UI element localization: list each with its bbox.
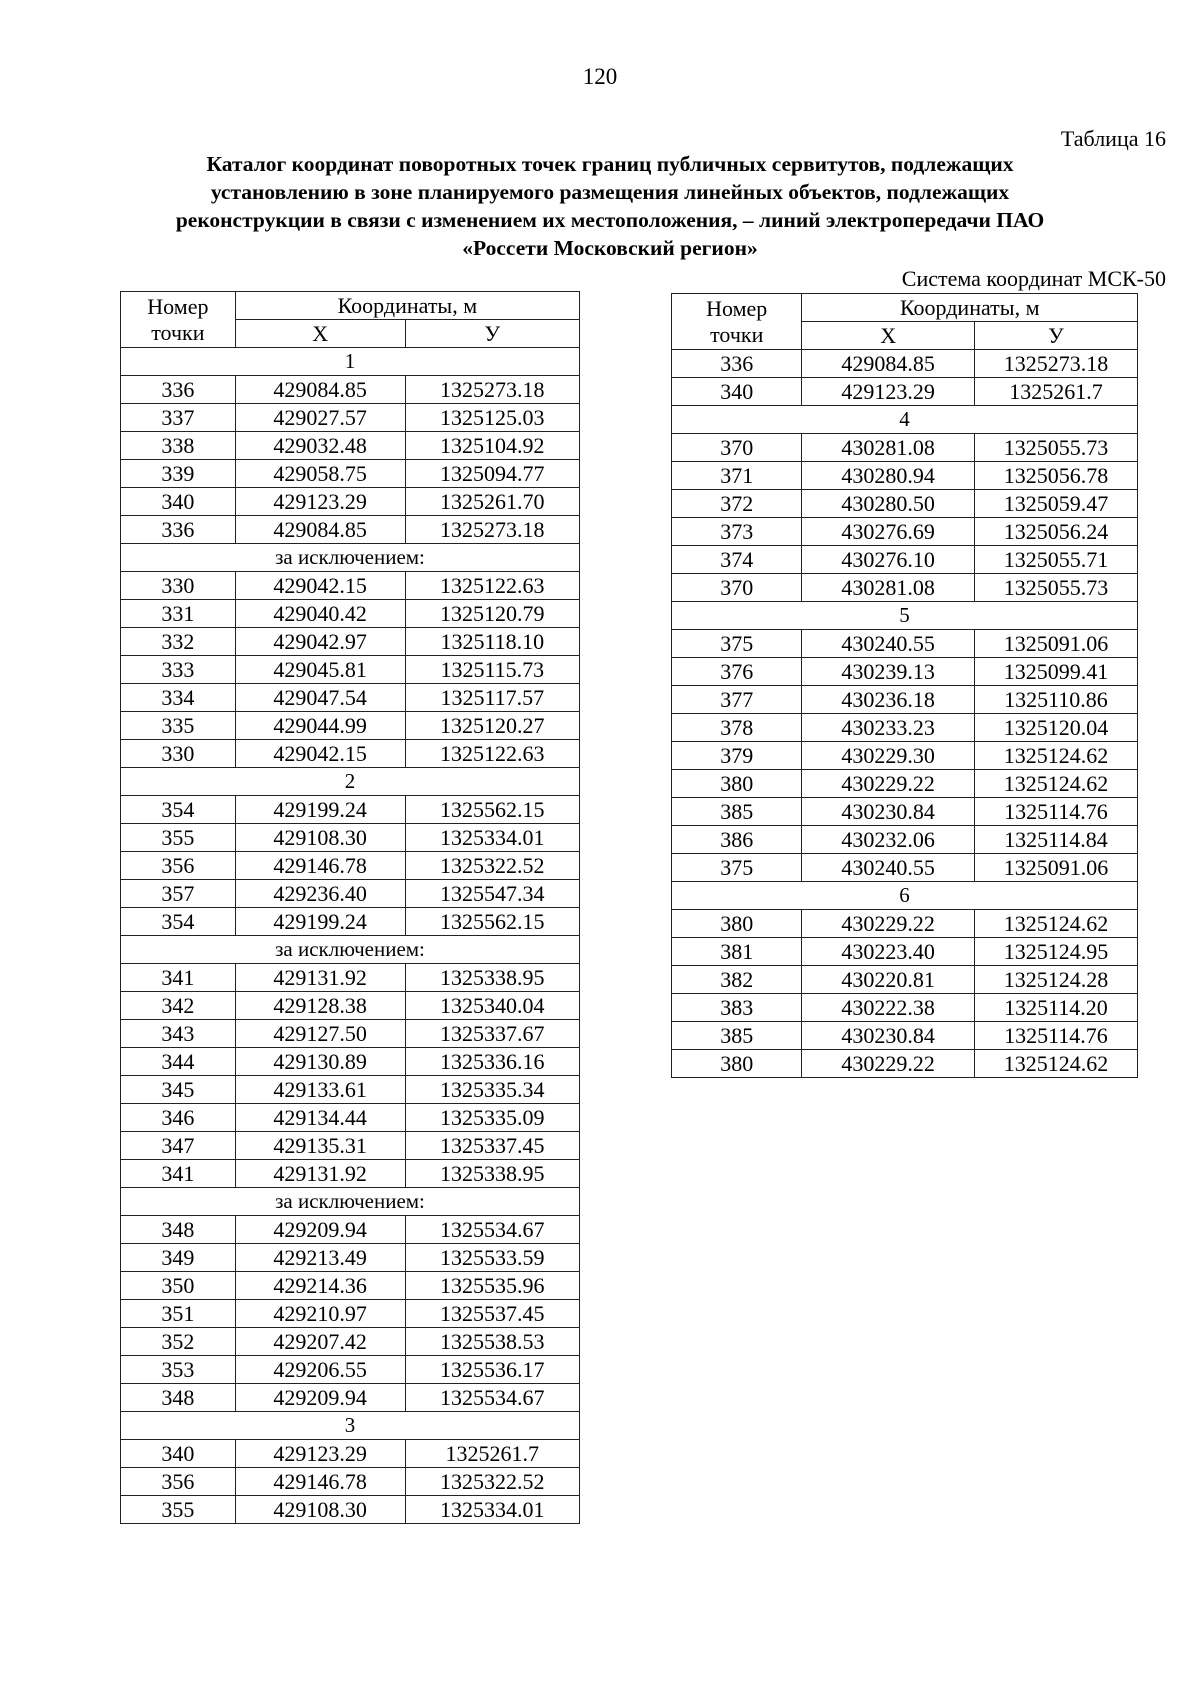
point-number-cell: 330 [121, 740, 236, 768]
x-coordinate-cell: 430230.84 [802, 1022, 974, 1050]
table-row [672, 378, 1138, 406]
x-coordinate-cell: 429123.29 [235, 488, 405, 516]
y-coordinate-cell: 1325338.95 [405, 1160, 579, 1188]
x-header: X [802, 322, 974, 350]
x-coordinate-cell: 429045.81 [235, 656, 405, 684]
table-row [121, 572, 580, 600]
y-coordinate-cell: 1325059.47 [974, 490, 1137, 518]
table-row [121, 740, 580, 768]
coordinates-header: Координаты, м [802, 294, 1138, 322]
table-row [121, 460, 580, 488]
y-coordinate-cell: 1325120.04 [974, 714, 1137, 742]
table-row [121, 880, 580, 908]
table-row [121, 992, 580, 1020]
y-coordinate-cell: 1325124.62 [974, 1050, 1137, 1078]
table-row [672, 966, 1138, 994]
y-coordinate-cell: 1325261.70 [405, 488, 579, 516]
x-coordinate-cell: 429199.24 [235, 796, 405, 824]
table-row [121, 628, 580, 656]
x-coordinate-cell: 429108.30 [235, 824, 405, 852]
point-number-cell: 375 [672, 854, 802, 882]
point-number-cell: 330 [121, 572, 236, 600]
y-coordinate-cell: 1325261.7 [405, 1440, 579, 1468]
x-coordinate-cell: 430240.55 [802, 854, 974, 882]
y-coordinate-cell: 1325261.7 [974, 378, 1137, 406]
point-number-header-line2: точки [710, 321, 764, 347]
section-row [121, 768, 580, 796]
point-number-cell: 336 [672, 350, 802, 378]
x-coordinate-cell: 429128.38 [235, 992, 405, 1020]
table-row [121, 1216, 580, 1244]
y-coordinate-cell: 1325335.34 [405, 1076, 579, 1104]
x-coordinate-cell: 429199.24 [235, 908, 405, 936]
table-row [121, 1244, 580, 1272]
point-number-cell: 336 [121, 376, 236, 404]
point-number-cell: 336 [121, 516, 236, 544]
y-coordinate-cell: 1325273.18 [974, 350, 1137, 378]
y-coordinate-cell: 1325122.63 [405, 740, 579, 768]
point-number-cell: 334 [121, 684, 236, 712]
x-coordinate-cell: 429130.89 [235, 1048, 405, 1076]
x-coordinate-cell: 430280.94 [802, 462, 974, 490]
x-coordinate-cell: 430239.13 [802, 658, 974, 686]
section-row [121, 544, 580, 572]
table-row [672, 1050, 1138, 1078]
point-number-cell: 357 [121, 880, 236, 908]
y-header: У [974, 322, 1137, 350]
table-row [672, 742, 1138, 770]
table-row [672, 770, 1138, 798]
point-number-cell: 380 [672, 910, 802, 938]
y-coordinate-cell: 1325534.67 [405, 1384, 579, 1412]
section-row [121, 1412, 580, 1440]
point-number-cell: 373 [672, 518, 802, 546]
coordinates-header: Координаты, м [235, 292, 579, 320]
point-number-cell: 370 [672, 434, 802, 462]
section-row [121, 348, 580, 376]
y-coordinate-cell: 1325091.06 [974, 630, 1137, 658]
y-coordinate-cell: 1325273.18 [405, 516, 579, 544]
section-label: 5 [672, 602, 1138, 630]
x-coordinate-cell: 429133.61 [235, 1076, 405, 1104]
x-coordinate-cell: 429027.57 [235, 404, 405, 432]
y-coordinate-cell: 1325056.78 [974, 462, 1137, 490]
point-number-cell: 346 [121, 1104, 236, 1132]
point-number-cell: 355 [121, 1496, 236, 1524]
point-number-cell: 380 [672, 1050, 802, 1078]
point-number-cell: 354 [121, 796, 236, 824]
y-header: У [405, 320, 579, 348]
table-row [672, 1022, 1138, 1050]
section-label: за исключением: [121, 1188, 580, 1216]
point-number-cell: 385 [672, 1022, 802, 1050]
section-label: за исключением: [121, 936, 580, 964]
table-row [672, 658, 1138, 686]
x-coordinate-cell: 429206.55 [235, 1356, 405, 1384]
x-coordinate-cell: 430220.81 [802, 966, 974, 994]
x-coordinate-cell: 429084.85 [235, 376, 405, 404]
y-coordinate-cell: 1325334.01 [405, 824, 579, 852]
point-number-cell: 342 [121, 992, 236, 1020]
table-row [121, 908, 580, 936]
y-coordinate-cell: 1325562.15 [405, 908, 579, 936]
y-coordinate-cell: 1325273.18 [405, 376, 579, 404]
x-coordinate-cell: 430281.08 [802, 574, 974, 602]
y-coordinate-cell: 1325114.20 [974, 994, 1137, 1022]
x-coordinate-cell: 429058.75 [235, 460, 405, 488]
y-coordinate-cell: 1325125.03 [405, 404, 579, 432]
x-coordinate-cell: 430230.84 [802, 798, 974, 826]
y-coordinate-cell: 1325120.79 [405, 600, 579, 628]
y-coordinate-cell: 1325533.59 [405, 1244, 579, 1272]
x-coordinate-cell: 430229.22 [802, 1050, 974, 1078]
table-row [121, 1076, 580, 1104]
table-row [121, 1160, 580, 1188]
x-coordinate-cell: 429044.99 [235, 712, 405, 740]
title-line: «Россети Московский регион» [462, 236, 758, 260]
x-coordinate-cell: 429134.44 [235, 1104, 405, 1132]
x-coordinate-cell: 430276.69 [802, 518, 974, 546]
x-coordinate-cell: 429146.78 [235, 852, 405, 880]
x-coordinate-cell: 429135.31 [235, 1132, 405, 1160]
point-number-cell: 333 [121, 656, 236, 684]
section-label: 6 [672, 882, 1138, 910]
point-number-cell: 353 [121, 1356, 236, 1384]
table-row [121, 684, 580, 712]
y-coordinate-cell: 1325535.96 [405, 1272, 579, 1300]
y-coordinate-cell: 1325104.92 [405, 432, 579, 460]
table-row [672, 462, 1138, 490]
point-number-cell: 332 [121, 628, 236, 656]
table-row [121, 964, 580, 992]
section-row [672, 882, 1138, 910]
table-row [672, 826, 1138, 854]
y-coordinate-cell: 1325335.09 [405, 1104, 579, 1132]
table-row [121, 1272, 580, 1300]
table-row [121, 1440, 580, 1468]
table-row [672, 854, 1138, 882]
x-coordinate-cell: 430236.18 [802, 686, 974, 714]
point-number-header [672, 294, 802, 350]
point-number-cell: 350 [121, 1272, 236, 1300]
y-coordinate-cell: 1325055.71 [974, 546, 1137, 574]
x-coordinate-cell: 429236.40 [235, 880, 405, 908]
y-coordinate-cell: 1325547.34 [405, 880, 579, 908]
point-number-cell: 348 [121, 1384, 236, 1412]
x-coordinate-cell: 430281.08 [802, 434, 974, 462]
table-row [672, 434, 1138, 462]
section-label: за исключением: [121, 544, 580, 572]
point-number-cell: 374 [672, 546, 802, 574]
y-coordinate-cell: 1325124.62 [974, 770, 1137, 798]
y-coordinate-cell: 1325124.62 [974, 742, 1137, 770]
x-coordinate-cell: 429214.36 [235, 1272, 405, 1300]
y-coordinate-cell: 1325055.73 [974, 434, 1137, 462]
section-label: 3 [121, 1412, 580, 1440]
section-row [121, 1188, 580, 1216]
table-row [672, 518, 1138, 546]
y-coordinate-cell: 1325334.01 [405, 1496, 579, 1524]
point-number-header-line1: Номер [706, 295, 768, 321]
table-row [121, 656, 580, 684]
section-label: 1 [121, 348, 580, 376]
x-coordinate-cell: 429123.29 [802, 378, 974, 406]
x-coordinate-cell: 430223.40 [802, 938, 974, 966]
point-number-cell: 355 [121, 824, 236, 852]
title-line: реконструкции в связи с изменением их местоположения, – линий электропередачи ПАО [175, 208, 1045, 232]
x-coordinate-cell: 429210.97 [235, 1300, 405, 1328]
x-coordinate-cell: 429042.15 [235, 740, 405, 768]
point-number-cell: 340 [121, 488, 236, 516]
point-number-header-line1: Номер [147, 293, 209, 319]
x-coordinate-cell: 429131.92 [235, 964, 405, 992]
table-row [121, 1356, 580, 1384]
x-coordinate-cell: 429108.30 [235, 1496, 405, 1524]
table-row [672, 350, 1138, 378]
y-coordinate-cell: 1325337.67 [405, 1020, 579, 1048]
point-number-cell: 338 [121, 432, 236, 460]
table-row [121, 488, 580, 516]
y-coordinate-cell: 1325336.16 [405, 1048, 579, 1076]
point-number-cell: 340 [121, 1440, 236, 1468]
y-coordinate-cell: 1325114.76 [974, 798, 1137, 826]
x-coordinate-cell: 429042.15 [235, 572, 405, 600]
left-table-body [121, 348, 580, 1524]
table-row [121, 1020, 580, 1048]
table-row [672, 574, 1138, 602]
y-coordinate-cell: 1325534.67 [405, 1216, 579, 1244]
point-number-cell: 339 [121, 460, 236, 488]
table-row [121, 376, 580, 404]
table-row [121, 852, 580, 880]
right-table-body [672, 350, 1138, 1078]
y-coordinate-cell: 1325120.27 [405, 712, 579, 740]
x-coordinate-cell: 430240.55 [802, 630, 974, 658]
table-row [121, 404, 580, 432]
section-label: 2 [121, 768, 580, 796]
table-row [121, 712, 580, 740]
x-coordinate-cell: 430229.30 [802, 742, 974, 770]
y-coordinate-cell: 1325536.17 [405, 1356, 579, 1384]
x-coordinate-cell: 430280.50 [802, 490, 974, 518]
y-coordinate-cell: 1325562.15 [405, 796, 579, 824]
table-row [121, 600, 580, 628]
coordinate-system-label: Система координат МСК-50 [901, 266, 1166, 291]
point-number-cell: 341 [121, 1160, 236, 1188]
table-row [121, 516, 580, 544]
y-coordinate-cell: 1325124.28 [974, 966, 1137, 994]
x-coordinate-cell: 429047.54 [235, 684, 405, 712]
y-coordinate-cell: 1325055.73 [974, 574, 1137, 602]
page-number: 120 [582, 64, 618, 89]
x-coordinate-cell: 429084.85 [802, 350, 974, 378]
x-header: X [235, 320, 405, 348]
point-number-cell: 356 [121, 852, 236, 880]
point-number-cell: 381 [672, 938, 802, 966]
x-coordinate-cell: 429213.49 [235, 1244, 405, 1272]
y-coordinate-cell: 1325094.77 [405, 460, 579, 488]
y-coordinate-cell: 1325115.73 [405, 656, 579, 684]
section-row [672, 406, 1138, 434]
table-row [121, 432, 580, 460]
y-coordinate-cell: 1325337.45 [405, 1132, 579, 1160]
y-coordinate-cell: 1325114.76 [974, 1022, 1137, 1050]
point-number-header [121, 292, 236, 348]
table-row [121, 1132, 580, 1160]
point-number-cell: 383 [672, 994, 802, 1022]
y-coordinate-cell: 1325122.63 [405, 572, 579, 600]
point-number-cell: 376 [672, 658, 802, 686]
x-coordinate-cell: 430229.22 [802, 770, 974, 798]
point-number-cell: 349 [121, 1244, 236, 1272]
y-coordinate-cell: 1325124.95 [974, 938, 1137, 966]
title-line: Каталог координат поворотных точек границ публичных сервитутов, подлежащих [206, 152, 1014, 176]
point-number-cell: 345 [121, 1076, 236, 1104]
point-number-cell: 340 [672, 378, 802, 406]
title-line: установлению в зоне планируемого размещения линейных объектов, подлежащих [210, 180, 1010, 204]
x-coordinate-cell: 429127.50 [235, 1020, 405, 1048]
point-number-cell: 341 [121, 964, 236, 992]
table-row [672, 490, 1138, 518]
point-number-header-line2: точки [151, 319, 205, 345]
point-number-cell: 377 [672, 686, 802, 714]
y-coordinate-cell: 1325118.10 [405, 628, 579, 656]
point-number-cell: 370 [672, 574, 802, 602]
table-label: Таблица 16 [1060, 126, 1166, 151]
y-coordinate-cell: 1325099.41 [974, 658, 1137, 686]
point-number-cell: 378 [672, 714, 802, 742]
point-number-cell: 371 [672, 462, 802, 490]
section-row [121, 936, 580, 964]
y-coordinate-cell: 1325091.06 [974, 854, 1137, 882]
point-number-cell: 347 [121, 1132, 236, 1160]
x-coordinate-cell: 429032.48 [235, 432, 405, 460]
y-coordinate-cell: 1325124.62 [974, 910, 1137, 938]
x-coordinate-cell: 429131.92 [235, 1160, 405, 1188]
y-coordinate-cell: 1325537.45 [405, 1300, 579, 1328]
y-coordinate-cell: 1325056.24 [974, 518, 1137, 546]
y-coordinate-cell: 1325322.52 [405, 852, 579, 880]
point-number-cell: 343 [121, 1020, 236, 1048]
x-coordinate-cell: 429084.85 [235, 516, 405, 544]
table-row [121, 1104, 580, 1132]
coordinates-table-left [120, 291, 580, 1524]
point-number-cell: 385 [672, 798, 802, 826]
point-number-cell: 386 [672, 826, 802, 854]
table-row [672, 630, 1138, 658]
point-number-cell: 352 [121, 1328, 236, 1356]
table-row [121, 1468, 580, 1496]
table-row [121, 1048, 580, 1076]
section-row [672, 602, 1138, 630]
y-coordinate-cell: 1325110.86 [974, 686, 1137, 714]
point-number-cell: 380 [672, 770, 802, 798]
y-coordinate-cell: 1325117.57 [405, 684, 579, 712]
table-row [672, 994, 1138, 1022]
point-number-cell: 335 [121, 712, 236, 740]
y-coordinate-cell: 1325322.52 [405, 1468, 579, 1496]
table-row [672, 938, 1138, 966]
coordinates-table-right [671, 293, 1138, 1078]
table-row [672, 686, 1138, 714]
table-row [121, 1384, 580, 1412]
point-number-cell: 382 [672, 966, 802, 994]
y-coordinate-cell: 1325538.53 [405, 1328, 579, 1356]
point-number-cell: 379 [672, 742, 802, 770]
x-coordinate-cell: 429146.78 [235, 1468, 405, 1496]
table-row [121, 1496, 580, 1524]
x-coordinate-cell: 429040.42 [235, 600, 405, 628]
document-title [130, 150, 1090, 262]
point-number-cell: 354 [121, 908, 236, 936]
x-coordinate-cell: 430233.23 [802, 714, 974, 742]
table-row [672, 910, 1138, 938]
x-coordinate-cell: 430229.22 [802, 910, 974, 938]
table-row [121, 796, 580, 824]
x-coordinate-cell: 429042.97 [235, 628, 405, 656]
point-number-cell: 344 [121, 1048, 236, 1076]
table-row [121, 824, 580, 852]
table-row [672, 714, 1138, 742]
x-coordinate-cell: 430232.06 [802, 826, 974, 854]
x-coordinate-cell: 429207.42 [235, 1328, 405, 1356]
y-coordinate-cell: 1325340.04 [405, 992, 579, 1020]
y-coordinate-cell: 1325114.84 [974, 826, 1137, 854]
table-row [121, 1300, 580, 1328]
point-number-cell: 337 [121, 404, 236, 432]
x-coordinate-cell: 429209.94 [235, 1384, 405, 1412]
x-coordinate-cell: 429123.29 [235, 1440, 405, 1468]
point-number-cell: 348 [121, 1216, 236, 1244]
y-coordinate-cell: 1325338.95 [405, 964, 579, 992]
table-row [672, 546, 1138, 574]
point-number-cell: 372 [672, 490, 802, 518]
section-label: 4 [672, 406, 1138, 434]
table-row [121, 1328, 580, 1356]
table-row [672, 798, 1138, 826]
x-coordinate-cell: 430276.10 [802, 546, 974, 574]
x-coordinate-cell: 430222.38 [802, 994, 974, 1022]
x-coordinate-cell: 429209.94 [235, 1216, 405, 1244]
point-number-cell: 351 [121, 1300, 236, 1328]
point-number-cell: 356 [121, 1468, 236, 1496]
point-number-cell: 331 [121, 600, 236, 628]
point-number-cell: 375 [672, 630, 802, 658]
